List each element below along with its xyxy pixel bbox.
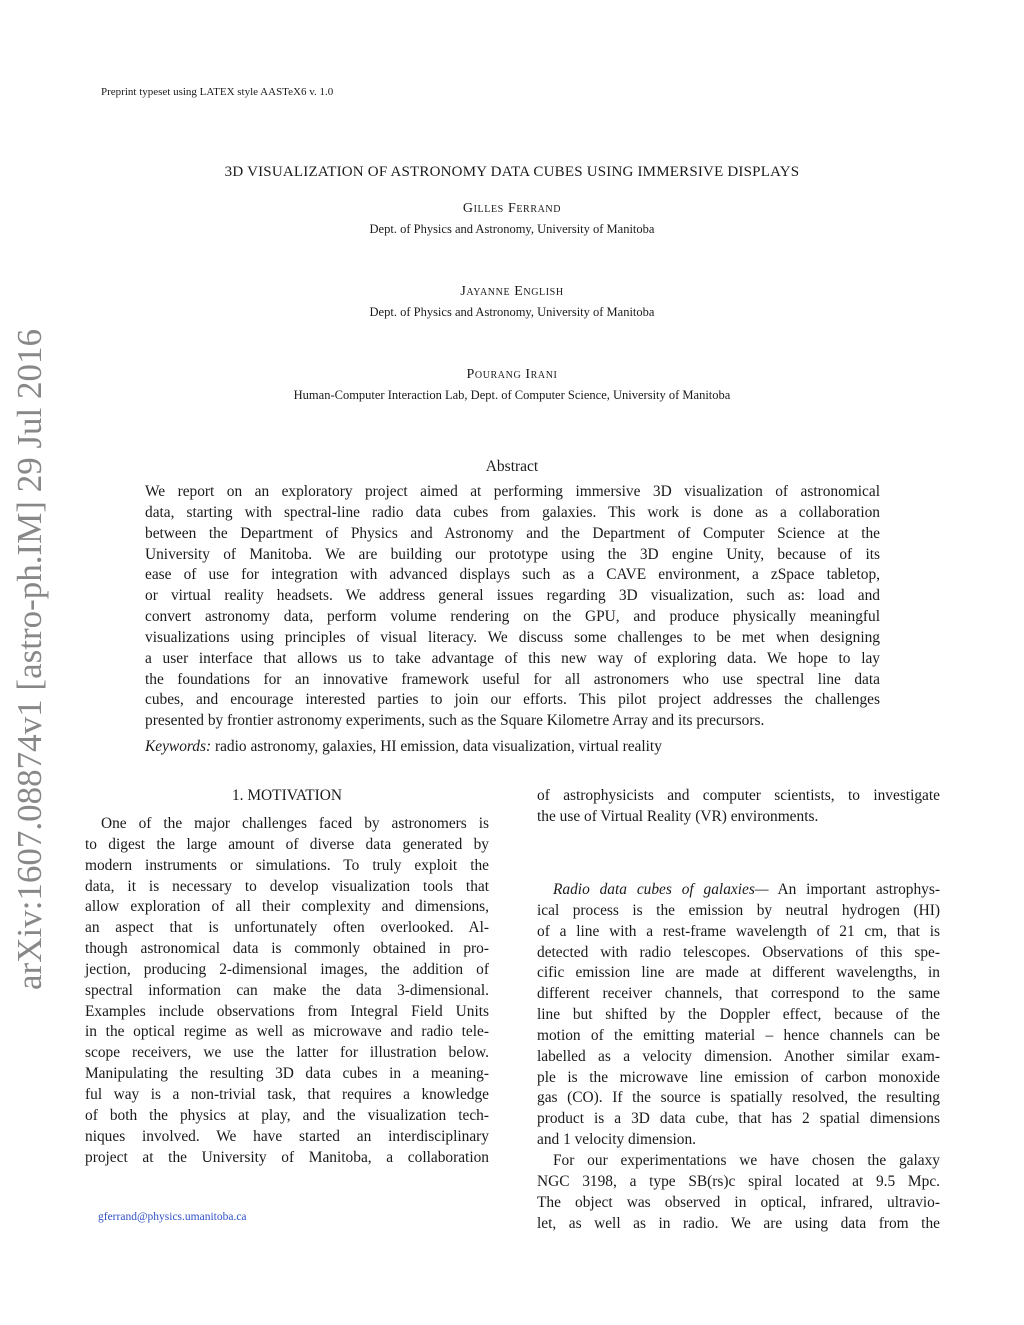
text-line xyxy=(85,918,489,939)
text-line xyxy=(537,786,940,807)
text-line xyxy=(537,1214,940,1235)
text-line xyxy=(537,1109,940,1130)
text-line xyxy=(537,1005,940,1026)
text-line-content: spectral information can make the data 3-dimensional. xyxy=(85,981,489,999)
text-line xyxy=(85,939,489,960)
text-line xyxy=(537,1130,940,1151)
text-line xyxy=(85,1002,489,1023)
text-line-content: labelled as a velocity dimension. Another similar exam- xyxy=(537,1047,940,1065)
text-line-content: For our experimentations we have chosen the galaxy xyxy=(553,1152,940,1169)
text-line-content: cific emission line are made at different wavelengths, in xyxy=(537,964,940,982)
right-column-paragraph xyxy=(537,1151,940,1234)
keywords-label: Keywords: xyxy=(145,738,212,755)
text-line-content: data, starting with spectral-line radio data cubes from galaxies. This work is done as a collaboration xyxy=(145,503,880,521)
text-line-content: niques involved. We have started an interdisciplinary xyxy=(85,1127,489,1145)
right-column-paragraph xyxy=(537,880,940,1151)
text-line xyxy=(145,545,880,566)
text-line-content: ful way is a non-trivial task, that requires a knowledge xyxy=(85,1085,489,1103)
text-line xyxy=(145,482,880,503)
text-line xyxy=(145,503,880,524)
text-line-content: and 1 velocity dimension. xyxy=(537,1131,697,1149)
text-line-content: allow exploration of all their complexity and dimensions, xyxy=(85,898,489,916)
text-line xyxy=(145,607,880,628)
text-line-content: detected with radio telescopes. Observations of this spe- xyxy=(537,943,940,961)
text-line xyxy=(85,835,489,856)
text-line xyxy=(145,524,880,545)
text-line xyxy=(537,1151,940,1172)
text-line-content: to digest the large amount of diverse data generated by xyxy=(85,835,489,853)
text-line xyxy=(537,1193,940,1214)
right-column-paragraph xyxy=(537,786,940,828)
text-line-content: let, as well as in radio. We are using data from the xyxy=(537,1214,940,1232)
text-line xyxy=(537,901,940,922)
text-line xyxy=(537,1068,940,1089)
text-line xyxy=(85,1148,489,1169)
text-line-content: an aspect that is unfortunately often overlooked. Al- xyxy=(85,919,489,937)
text-line-content: University of Manitoba. We are building our prototype using the 3D engine Unity, because of its xyxy=(145,545,880,563)
author-name: Gilles Ferrand xyxy=(462,201,562,216)
text-line-content: project at the University of Manitoba, a collaboration xyxy=(85,1148,489,1166)
author-name: Pourang Irani xyxy=(466,367,558,382)
text-line-content: a user interface that allows us to take advantage of this new way of exploring data. We hope to lay xyxy=(145,649,880,667)
text-line xyxy=(145,649,880,670)
text-line xyxy=(145,586,880,607)
text-line-content: ple is the microwave line emission of carbon monoxide xyxy=(537,1068,940,1086)
text-line xyxy=(145,690,880,711)
text-line-content: Examples include observations from Integral Field Units xyxy=(85,1002,489,1020)
paragraph-lead: Radio data cubes of galaxies— xyxy=(553,881,769,898)
text-line xyxy=(145,670,880,691)
keywords-list: radio astronomy, galaxies, HI emission, data visualization, virtual reality xyxy=(211,738,662,755)
text-line xyxy=(85,960,489,981)
text-line xyxy=(537,943,940,964)
text-line-content: of both the physics at play, and the visualization tech- xyxy=(85,1106,489,1124)
text-line xyxy=(85,1043,489,1064)
text-line xyxy=(85,814,489,835)
text-line-content: different receiver channels, that correspond to the same xyxy=(537,985,940,1003)
text-line xyxy=(537,1047,940,1068)
text-line xyxy=(85,1106,489,1127)
text-line-content: of astrophysicists and computer scientists, to investigate xyxy=(537,787,940,804)
text-line xyxy=(85,856,489,877)
preprint-note: Preprint typeset using LATEX style AASTeX6 v. 1.0 xyxy=(101,86,334,98)
abstract-heading: Abstract xyxy=(485,458,539,475)
text-line xyxy=(537,880,940,901)
text-line-content: data, it is necessary to develop visualization tools that xyxy=(85,877,489,895)
text-line-content: Manipulating the resulting 3D data cubes in a meaning- xyxy=(85,1065,489,1083)
text-line xyxy=(85,1022,489,1043)
text-line xyxy=(537,807,940,828)
text-line xyxy=(85,877,489,898)
text-line-content: visualizations using principles of visual literacy. We discuss some challenges to be met when designing xyxy=(145,628,880,646)
text-line xyxy=(537,984,940,1005)
text-line-content: product is a 3D data cube, that has 2 spatial dimensions xyxy=(537,1110,940,1128)
text-line-content: One of the major challenges faced by astronomers is xyxy=(101,815,489,832)
text-line-content: The object was observed in optical, infrared, ultravio- xyxy=(537,1193,940,1211)
text-line-content: though astronomical data is commonly obtained in pro- xyxy=(85,940,489,958)
text-line-content: line but shifted by the Doppler effect, because of the xyxy=(537,1006,940,1024)
paper-title: 3D VISUALIZATION OF ASTRONOMY DATA CUBES USING IMMERSIVE DISPLAYS xyxy=(224,164,800,180)
text-line-content: cubes, and encourage interested parties to join our efforts. This pilot project addresses the challenges xyxy=(145,691,880,709)
text-line-content: the foundations for an innovative framework useful for all astronomers who use spectral line data xyxy=(145,670,880,688)
text-line-content: presented by frontier astronomy experiments, such as the Square Kilometre Array and its precursors. xyxy=(145,712,765,730)
text-line-content: motion of the emitting material – hence channels can be xyxy=(537,1026,940,1044)
text-line-content: gas (CO). If the source is spatially resolved, the resulting xyxy=(537,1089,940,1107)
text-line xyxy=(85,1064,489,1085)
text-line-content: NGC 3198, a type SB(rs)c spiral located at 9.5 Mpc. xyxy=(537,1172,940,1190)
text-line-content: An important astrophys- xyxy=(768,881,940,898)
arxiv-identifier: arXiv:1607.08874v1 [astro-ph.IM] 29 Jul 2016 xyxy=(10,328,49,990)
text-line xyxy=(537,922,940,943)
author-name: Jayanne English xyxy=(460,284,564,299)
text-line xyxy=(537,963,940,984)
keywords xyxy=(145,738,662,756)
author-affiliation: Dept. of Physics and Astronomy, University of Manitoba xyxy=(369,222,655,236)
text-line-content: We report on an exploratory project aimed at performing immersive 3D visualization of astronomical xyxy=(145,483,880,500)
text-line-content: of a line with a rest-frame wavelength of 21 cm, that is xyxy=(537,922,940,940)
text-line-content: in the optical regime as well as microwave and radio tele- xyxy=(85,1023,489,1041)
text-line xyxy=(145,628,880,649)
text-line xyxy=(85,1127,489,1148)
text-line-content: between the Department of Physics and Astronomy and the Department of Computer Science at the xyxy=(145,524,880,542)
text-line xyxy=(85,1085,489,1106)
text-line xyxy=(537,1088,940,1109)
text-line-content: ease of use for integration with advanced displays such as a CAVE environment, a zSpace tabletop, xyxy=(145,566,880,584)
section-heading: 1. MOTIVATION xyxy=(231,787,342,804)
left-column-paragraph xyxy=(85,814,489,1168)
text-line-content: jection, producing 2-dimensional images, the addition of xyxy=(85,960,489,978)
author-affiliation: Dept. of Physics and Astronomy, University of Manitoba xyxy=(369,305,655,319)
text-line xyxy=(85,981,489,1002)
author-affiliation: Human-Computer Interaction Lab, Dept. of Computer Science, University of Manitoba xyxy=(293,388,731,402)
text-line xyxy=(145,565,880,586)
text-line-content: the use of Virtual Reality (VR) environments. xyxy=(537,807,819,825)
text-line-content: scope receivers, we use the latter for illustration below. xyxy=(85,1044,489,1062)
text-line xyxy=(145,711,880,732)
text-line xyxy=(537,1026,940,1047)
text-line-content: modern instruments or simulations. To truly exploit the xyxy=(85,856,489,874)
text-line-content: or virtual reality headsets. We address general issues regarding 3D visualization, such as: load and xyxy=(145,587,880,605)
text-line-content: ical process is the emission by neutral hydrogen (HI) xyxy=(537,901,940,919)
text-line-content: convert astronomy data, perform volume rendering on the GPU, and produce physically meaningful xyxy=(145,608,880,626)
text-line xyxy=(537,1172,940,1193)
abstract-body xyxy=(145,482,880,732)
text-line xyxy=(85,897,489,918)
footnote-email-link[interactable]: gferrand@physics.umanitoba.ca xyxy=(98,1211,247,1223)
